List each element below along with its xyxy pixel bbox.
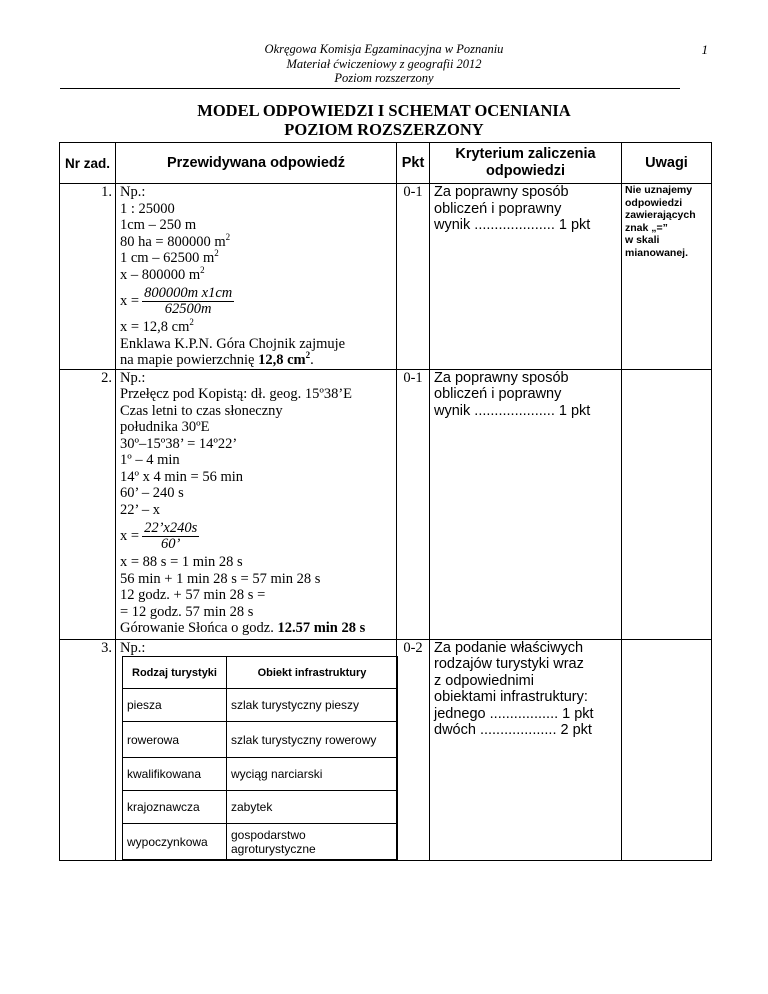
title-line-1: MODEL ODPOWIEDZI I SCHEMAT OCENIANIA xyxy=(197,101,571,120)
infrastructure-object: wyciąg narciarski xyxy=(227,758,398,791)
answer-line: x – 800000 $m^2$ xyxy=(120,264,205,283)
answer-line: Czas letni to czas słoneczny xyxy=(120,402,283,419)
answer-line: = 12 godz. 57 min 28 s xyxy=(120,603,254,620)
answer-line: 30º–15º38’ = 14º22’ xyxy=(120,435,238,452)
answer-line: x = 12,8 $cm^2$ xyxy=(120,317,194,335)
criterion-line: Za poprawny sposób xyxy=(434,369,569,386)
points-cell: 0-1 xyxy=(397,184,430,370)
col-header-pkt: Pkt xyxy=(397,143,430,184)
task-number: 1. xyxy=(60,184,116,370)
answer-line: Np.: xyxy=(120,369,146,386)
answer-cell xyxy=(116,184,397,370)
criterion-line: obiektami infrastruktury: xyxy=(434,689,588,705)
answer-line: Np.: xyxy=(120,184,146,200)
table-header-row xyxy=(60,143,712,184)
fraction-lhs: x = xyxy=(120,292,140,309)
page-header xyxy=(0,42,768,86)
answer-line: x = 88 s = 1 min 28 s xyxy=(120,554,243,570)
points-cell: 0-2 xyxy=(397,639,430,861)
answer-line: 14º x 4 min = 56 min xyxy=(120,468,244,485)
page-title xyxy=(0,101,768,139)
inner-table-row xyxy=(123,758,398,791)
answer-cell xyxy=(116,369,397,639)
note-line: zawierających xyxy=(625,209,696,221)
criterion-line: wynik .................... 1 pkt xyxy=(434,402,591,419)
answer-line: 56 min + 1 min 28 s = 57 min 28 s xyxy=(120,570,321,587)
col-header-notes: Uwagi xyxy=(622,143,712,184)
note-line: w skali xyxy=(625,234,660,246)
answer-line: 1 cm – 62500 $m^2$ xyxy=(120,248,219,266)
answer-line: południka 30ºE xyxy=(120,419,210,435)
fraction-formula xyxy=(120,283,396,319)
task-number: 2. xyxy=(60,369,116,639)
infrastructure-object: gospodarstwo agroturystyczne xyxy=(227,824,398,860)
criterion-cell xyxy=(430,184,622,370)
infrastructure-object: szlak turystyczny rowerowy xyxy=(227,722,398,758)
header-divider xyxy=(60,88,680,89)
answer-cell xyxy=(116,639,397,861)
col-header-answer: Przewidywana odpowiedź xyxy=(116,143,397,184)
table-row xyxy=(60,184,712,370)
answer-line: 1º – 4 min xyxy=(120,452,180,468)
inner-table-row xyxy=(123,722,398,758)
table-row xyxy=(60,369,712,639)
criterion-line: z odpowiednimi xyxy=(434,672,534,689)
notes-cell xyxy=(622,639,712,861)
criterion-line: obliczeń i poprawny xyxy=(434,386,562,402)
answer-line: Przełęcz pod Kopistą: dł. geog. 15º38’E xyxy=(120,386,353,402)
fraction-denominator: 60’ xyxy=(160,535,181,552)
title-line-2: POZIOM ROZSZERZONY xyxy=(284,120,484,139)
answer-line: Górowanie Słońca o godz. 12.57 min 28 s xyxy=(120,620,366,636)
header-line-2: Materiał ćwiczeniowy z geografii 2012 xyxy=(286,56,482,71)
answer-line: 80 ha = 800000 $m^2$ xyxy=(120,231,231,250)
inner-table-row xyxy=(123,689,398,722)
criterion-line: obliczeń i poprawny xyxy=(434,200,562,217)
tourism-type: rowerowa xyxy=(123,722,227,758)
tourism-infrastructure-table xyxy=(122,656,398,860)
tourism-type: wypoczynkowa xyxy=(123,824,227,860)
task-number: 3. xyxy=(60,639,116,861)
answer-line: 60’ – 240 s xyxy=(120,485,184,501)
tourism-type: krajoznawcza xyxy=(123,791,227,824)
inner-table-row xyxy=(123,791,398,824)
note-line: odpowiedzi xyxy=(625,196,683,209)
infrastructure-object: szlak turystyczny pieszy xyxy=(227,689,398,722)
answer-line: 12 godz. + 57 min 28 s = xyxy=(120,587,266,603)
col-header-nr: Nr zad. xyxy=(60,143,116,184)
criterion-line: dwóch ................... 2 pkt xyxy=(434,722,592,738)
criterion-line: wynik .................... 1 pkt xyxy=(434,217,591,233)
answer-line: na mapie powierzchnię 12,8 $cm^2$. xyxy=(120,350,314,368)
answer-line: Enklawa K.P.N. Góra Chojnik zajmuje xyxy=(120,335,346,352)
criterion-line: Za poprawny sposób xyxy=(434,184,569,200)
criterion-line: jednego ................. 1 pkt xyxy=(434,705,594,722)
tourism-type: kwalifikowana xyxy=(123,758,227,791)
answer-line: 1cm – 250 m xyxy=(120,217,197,233)
criterion-line: rodzajów turystyki wraz xyxy=(434,656,584,672)
col-header-criterion: Kryterium zaliczenia odpowiedzi xyxy=(430,143,622,184)
header-line-1: Okręgowa Komisja Egzaminacyjna w Poznaniu xyxy=(264,42,504,56)
answer-line: 22’ – x xyxy=(120,501,161,518)
fraction-denominator: 62500m xyxy=(164,300,212,317)
scoring-table xyxy=(59,142,712,861)
header-line-3: Poziom rozszerzony xyxy=(334,71,434,85)
infrastructure-object: zabytek xyxy=(227,791,398,824)
fraction-formula xyxy=(120,518,396,554)
inner-header-row xyxy=(123,657,398,689)
fraction-lhs: x = xyxy=(120,527,140,544)
fraction-numerator: 800000m x1cm xyxy=(144,284,233,301)
tourism-type: piesza xyxy=(123,689,227,722)
note-line: mianowanej. xyxy=(625,246,689,259)
criterion-cell xyxy=(430,639,622,861)
page-number: 1 xyxy=(701,42,708,57)
inner-col-header: Obiekt infrastruktury xyxy=(227,657,398,689)
inner-table-row xyxy=(123,824,398,860)
fraction-numerator: 22’x240s xyxy=(144,519,198,536)
notes-cell xyxy=(622,369,712,639)
note-line: Nie uznajemy xyxy=(625,184,693,196)
answer-line: Np.: xyxy=(120,639,146,656)
criterion-line: Za podanie właściwych xyxy=(434,639,584,656)
inner-col-header: Rodzaj turystyki xyxy=(123,657,227,689)
table-row xyxy=(60,639,712,861)
note-line: znak „=” xyxy=(625,221,668,234)
points-cell: 0-1 xyxy=(397,369,430,639)
answer-line: 1 : 25000 xyxy=(120,200,175,217)
notes-cell xyxy=(622,184,712,370)
criterion-cell xyxy=(430,369,622,639)
